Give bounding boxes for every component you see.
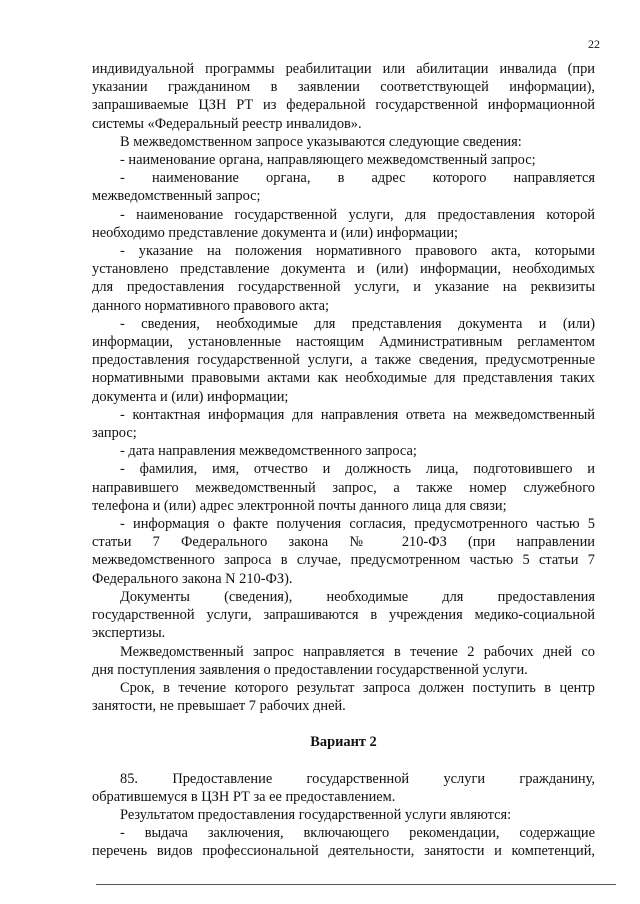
text-line: данного нормативного правового акта; xyxy=(92,297,330,314)
text-line: Федерального закона N 210-ФЗ). xyxy=(92,570,293,587)
text-line: государственной услуги, запрашиваются в учреждения медико-социальной xyxy=(92,607,595,624)
text-line: нормативными правовыми актами как необходимые для представления таких xyxy=(92,370,595,387)
text-line: телефона и (или) адрес электронной почты данного лица для связи; xyxy=(92,497,507,514)
text-line: обратившемуся в ЦЗН РТ за ее предоставлением. xyxy=(92,788,396,805)
text-line: межведомственного запроса в случае, предусмотренном частью 5 статьи 7 xyxy=(92,552,595,569)
section-heading: Вариант 2 xyxy=(310,734,377,751)
text-line: - наименование органа, направляющего межведомственный запрос; xyxy=(120,152,536,169)
text-line: - наименование государственной услуги, для предоставления которой xyxy=(120,206,595,223)
text-line: межведомственный запрос; xyxy=(92,188,261,205)
text-line: - наименование органа, в адрес которого направляется xyxy=(120,170,595,187)
text-line: запрос; xyxy=(92,425,137,442)
text-line: - контактная информация для направления ответа на межведомственный xyxy=(120,406,595,423)
text-line: - сведения, необходимые для представления документа и (или) xyxy=(120,315,595,332)
text-line: предоставления государственной услуги, а также сведения, предусмотренные xyxy=(92,352,595,369)
page-number: 22 xyxy=(588,37,600,51)
text-line: информации, установленные настоящим Административным регламентом xyxy=(92,334,595,351)
text-line: индивидуальной программы реабилитации или абилитации инвалида (при xyxy=(92,61,595,77)
text-line: установлено представление документа и (или) информации, необходимых xyxy=(92,261,595,278)
text-line: - информация о факте получения согласия, предусмотренного частью 5 xyxy=(120,516,595,533)
document-body xyxy=(92,60,595,861)
text-line: В межведомственном запросе указываются следующие сведения: xyxy=(120,133,522,150)
text-line: необходимо представление документа и (или) информации; xyxy=(92,224,459,241)
text-line: Межведомственный запрос направляется в течение 2 рабочих дней со xyxy=(120,643,595,660)
text-line: документа и (или) информации; xyxy=(92,388,289,405)
text-line: - фамилия, имя, отчество и должность лица, подготовившего и xyxy=(120,461,595,478)
text-line: Документы (сведения), необходимые для предоставления xyxy=(120,588,595,605)
text-line: запрашиваемые ЦЗН РТ из федеральной государственной информационной xyxy=(92,97,595,114)
text-line: - дата направления межведомственного запроса; xyxy=(120,443,417,460)
text-line: для предоставления государственной услуги, и указание на реквизиты xyxy=(92,279,595,296)
text-line: статьи 7 Федерального закона № 210-ФЗ (при направлении xyxy=(92,534,595,551)
text-line: - указание на положения нормативного правового акта, которыми xyxy=(120,243,595,260)
text-line: экспертизы. xyxy=(92,625,166,642)
text-line: перечень видов профессиональной деятельности, занятости и компетенций, xyxy=(92,843,595,860)
text-line: указании гражданином в заявлении соответствующей информации), xyxy=(92,79,595,96)
text-line: - выдача заключения, включающего рекомендации, содержащие xyxy=(120,825,595,842)
text-line: Срок, в течение которого результат запроса должен поступить в центр xyxy=(120,679,595,696)
text-line: Результатом предоставления государственной услуги являются: xyxy=(120,806,512,823)
footer-divider xyxy=(96,884,616,885)
text-line: занятости, не превышает 7 рабочих дней. xyxy=(92,698,346,715)
text-line: системы «Федеральный реестр инвалидов». xyxy=(92,115,362,132)
text-line: дня поступления заявления о предоставлении государственной услуги. xyxy=(92,661,528,678)
text-line: направившего межведомственный запрос, а также номер служебного xyxy=(92,479,595,496)
text-line: 85. Предоставление государственной услуги гражданину, xyxy=(120,770,595,787)
